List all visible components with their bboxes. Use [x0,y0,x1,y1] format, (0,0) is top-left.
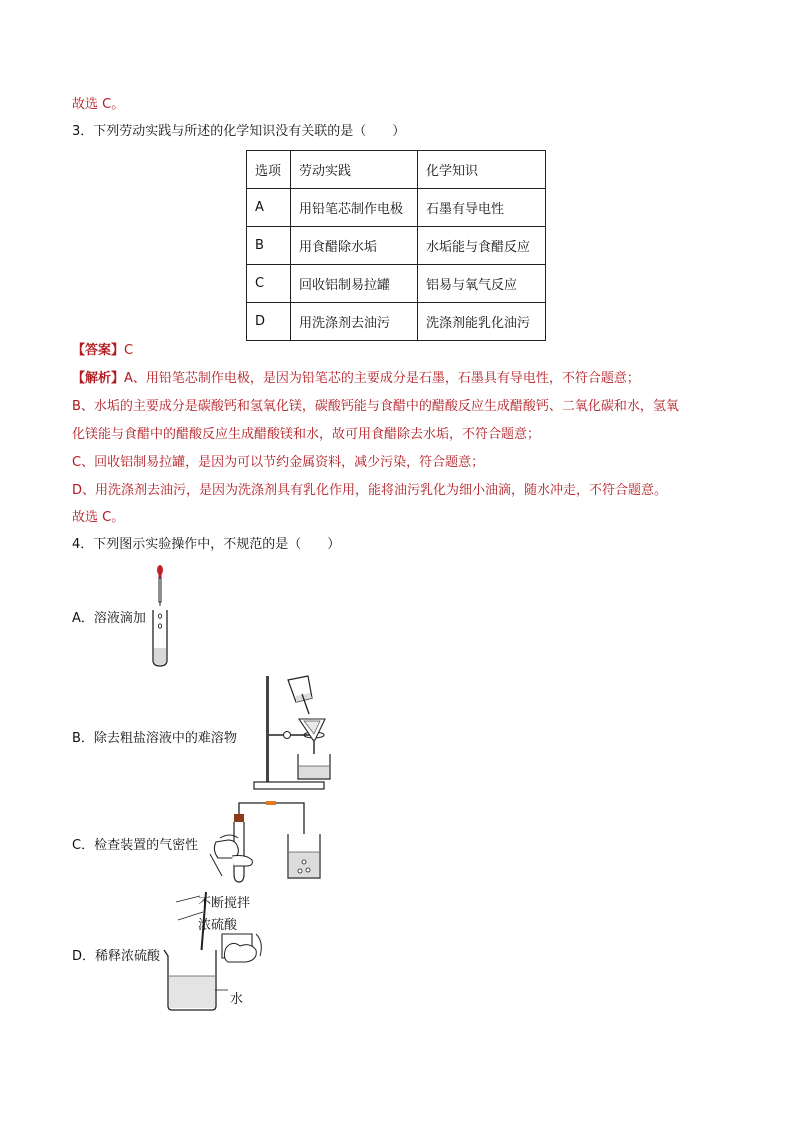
conclusion: 故选 C。 [72,510,125,525]
analysis-text: B、水垢的主要成分是碳酸钙和氢氧化镁，碳酸钙能与食醋中的醋酸反应生成醋酸钙、二氧化碳和水，氢氧 [72,399,679,414]
analysis-text: C、回收铝制易拉罐，是因为可以节约金属资料，减少污染，符合题意； [72,455,485,470]
analysis-text: D、用洗涤剂去油污，是因为洗涤剂具有乳化作用，能将油污乳化为细小油滴，随水冲走，不符合题意。 [72,483,668,498]
table-cell: D [247,303,291,341]
analysis-text: A、用铅笔芯制作电极，是因为铅笔芯的主要成分是石墨，石墨具有导电性，不符合题意； [124,371,640,386]
table-row [247,303,546,341]
table-cell: 回收铝制易拉罐 [291,265,418,303]
table-row [247,189,546,227]
answer-tag: 【答案】 [72,343,125,358]
table-cell: 洗涤剂能乳化油污 [418,303,546,341]
prev-conclusion: 故选 C。 [72,97,125,112]
answer-line [72,342,133,360]
table-header-row [247,151,546,189]
table-cell: A [247,189,291,227]
answer-value: C [124,343,134,358]
airtightness-check-icon [210,800,335,890]
table-cell: 用食醋除水垢 [291,227,418,265]
option-a-label: A．溶液滴加 [72,611,146,626]
analysis-text: 化镁能与食醋中的醋酸反应生成醋酸镁和水，故可用食醋除去水垢，不符合题意； [72,427,541,442]
table-header: 化学知识 [418,151,546,189]
acid-label: 浓硫酸 [198,918,238,933]
table-header: 选项 [247,151,291,189]
table-cell: C [247,265,291,303]
table-cell: 用洗涤剂去油污 [291,303,418,341]
filtration-apparatus-icon [252,674,342,792]
water-label: 水 [230,992,244,1007]
dropper-test-tube-icon [148,564,188,668]
table-row [247,227,546,265]
table-row [247,265,546,303]
table-cell: 铝易与氧气反应 [418,265,546,303]
table-cell: 水垢能与食醋反应 [418,227,546,265]
stir-label: 不断搅拌 [198,896,251,911]
question-3-stem: 3．下列劳动实践与所述的化学知识没有关联的是（ ） [72,124,406,139]
question-4-stem: 4．下列图示实验操作中，不规范的是（ ） [72,537,341,552]
question-3-table [246,150,546,341]
table-cell: 用铅笔芯制作电极 [291,189,418,227]
analysis-line [72,370,640,388]
table-header: 劳动实践 [291,151,418,189]
table-cell: 石墨有导电性 [418,189,546,227]
option-d-label: D．稀释浓硫酸 [72,949,161,964]
analysis-tag: 【解析】 [72,371,125,386]
option-b-label: B．除去粗盐溶液中的难溶物 [72,731,237,746]
table-cell: B [247,227,291,265]
option-c-label: C．检查装置的气密性 [72,838,199,853]
